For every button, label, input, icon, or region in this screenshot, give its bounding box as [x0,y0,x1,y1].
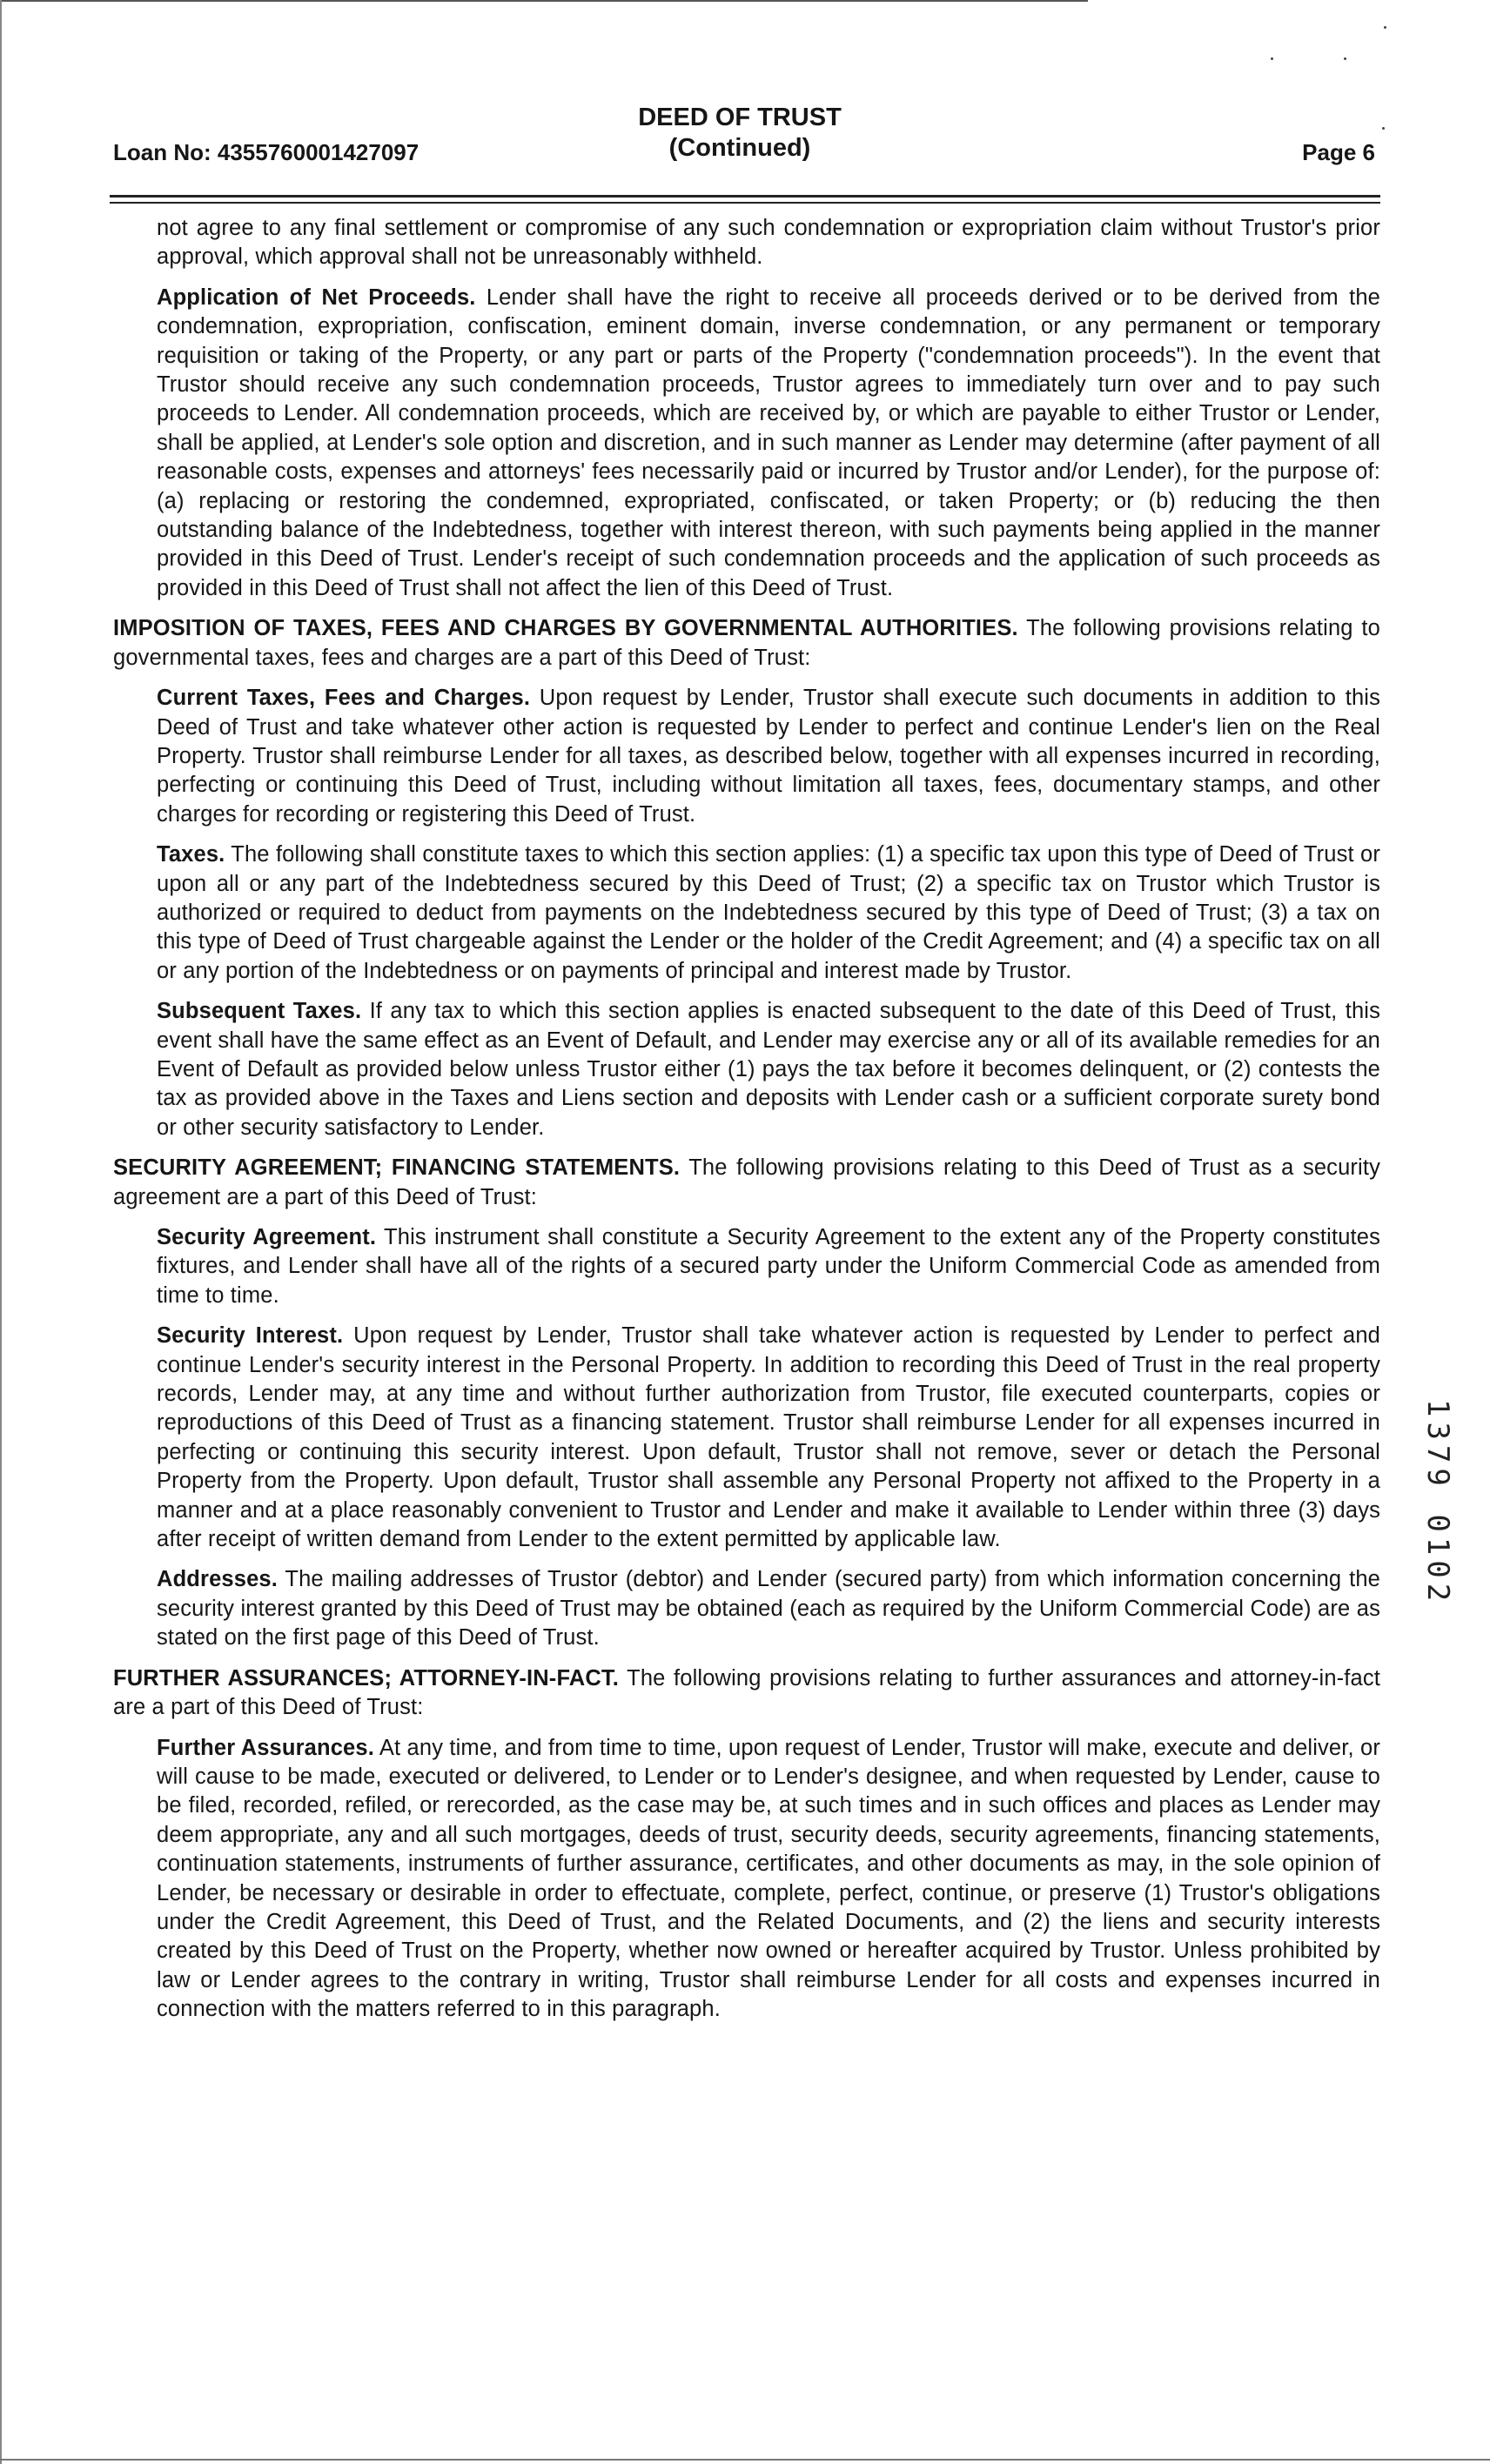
title-line-2: (Continued) [668,134,811,162]
subsection-paragraph [157,1734,1380,2025]
paragraph-text: The mailing addresses of Trustor (debtor) and Lender (secured party) from which information concerning the security interest granted by this Deed of Trust may be obtained (each as required by the Uniform Commercial Code) are as stated on the first page of this Deed of Trust. [157,1567,1380,1650]
section-paragraph [113,1664,1380,1723]
subsection-heading: Subsequent Taxes. [157,999,362,1024]
section-paragraph [113,614,1380,673]
paragraph-text: not agree to any final settlement or compromise of any such condemnation or expropriation claim without Trustor's prior approval, which approval shall not be unreasonably withheld. [157,216,1380,270]
scan-speck [1382,127,1385,130]
section-paragraph [113,1154,1380,1212]
paragraph-text: This instrument shall constitute a Security Agreement to the extent any of the Property constitutes fixtures, and Lender shall have all of the rights of a secured party under the Uniform Commercial Code as amended from time to time. [157,1225,1381,1308]
subsection-paragraph [157,997,1380,1142]
scan-speck [1384,26,1386,29]
paragraph-text: The following provisions relating to further assurances and attorney-in-fact are a part of this Deed of Trust: [113,1665,1380,1720]
section-heading: FURTHER ASSURANCES; ATTORNEY-IN-FACT. [113,1665,620,1691]
subsection-heading: Taxes. [157,842,225,867]
margin-record-number: 1379 0102 [1420,1399,1455,1607]
subsection-heading: Addresses. [157,1567,278,1592]
section-heading: IMPOSITION OF TAXES, FEES AND CHARGES BY GOVERNMENTAL AUTHORITIES. [113,616,1018,641]
paragraph-text: Lender shall have the right to receive all proceeds derived or to be derived from the condemnation, expropriation, confiscation, eminent domain, inverse condemnation, or any permanent or temporary requisition or taking of the Property, or any part or parts of the Property ("condemnation proceeds"). In the event that Trustor should receive any such condemnation proceeds, Trustor agrees to immediately turn over and to pay such proceeds to Lender. All condemnation proceeds, which are received by, or which are payable to either Trustor or Lender, shall be applied, at Lender's sole option and discretion, and in such manner as Lender may determine (after payment of all reasonable costs, expenses and attorneys' fees necessarily paid or incurred by Trustor and/or Lender), for the purpose of: (a) replacing or restoring the condemned, expropriated, confiscated, or taken Property; or (b) reducing the then outstanding balance of the Indebtedness, together with interest thereon, with such payments being applied in the manner provided in this Deed of Trust. Lender's receipt of such condemnation proceeds and the application of such proceeds as provided in this Deed of Trust shall not affect the lien of this Deed of Trust. [157,285,1380,600]
subsection-paragraph [157,840,1380,986]
paragraph-text: If any tax to which this section applies is enacted subsequent to the date of this Deed of Trust, this event shall have the same effect as an Event of Default, and Lender may exercise any or all of its available remedies for an Event of Default as provided below unless Trustor either (1) pays the tax before it becomes delinquent, or (2) contests the tax as provided above in the Taxes and Liens section and deposits with Lender cash or a sufficient corporate surety bond or other security satisfactory to Lender. [157,999,1380,1140]
loan-number: Loan No: 4355760001427097 [113,139,419,165]
paragraph-text: Upon request by Lender, Trustor shall take whatever action is requested by Lender to perfect and continue Lender's security interest in the Personal Property. In addition to recording this Deed of Trust in the real property records, Lender may, at any time and without further authorization from Trustor, file executed counterparts, copies or reproductions of this Deed of Trust as a financing statement. Trustor shall reimburse Lender for all expenses incurred in perfecting or continuing this security interest. Upon default, Trustor shall not remove, sever or detach the Personal Property from the Property. Upon default, Trustor shall assemble any Personal Property not affixed to the Property in a manner and at a place reasonably convenient to Trustor and Lender and make it available to Lender within three (3) days after receipt of written demand from Lender to the extent permitted by applicable law. [157,1323,1380,1552]
subsection-paragraph [157,214,1380,272]
subsection-paragraph [157,1322,1380,1554]
scan-edge-bottom [0,2459,1490,2461]
paragraph-text: The following provisions relating to this Deed of Trust as a security agreement are a part of this Deed of Trust: [113,1155,1380,1209]
scan-edge-left [0,0,2,2464]
paragraph-text: The following shall constitute taxes to which this section applies: (1) a specific tax upon this type of Deed of Trust or upon all or any part of the Indebtedness secured by this Deed of Trust; (2) a specific tax on Trustor which Trustor is authorized or required to deduct from payments on the Indebtedness secured by this type of Deed of Trust; (3) a tax on this type of Deed of Trust chargeable against the Lender or the holder of the Credit Agreement; and (4) a specific tax on all or any portion of the Indebtedness or on payments of principal and interest made by Trustor. [157,842,1380,983]
subsection-heading: Current Taxes, Fees and Charges. [157,686,531,711]
scan-speck [1344,57,1346,60]
subsection-heading: Security Interest. [157,1323,344,1349]
header-rule [110,202,1380,204]
subsection-paragraph [157,684,1380,829]
subsection-paragraph [157,1565,1380,1652]
header-rule [110,195,1380,198]
scan-speck [1271,57,1273,60]
document-title [522,103,957,164]
section-heading: SECURITY AGREEMENT; FINANCING STATEMENTS. [113,1155,681,1181]
subsection-heading: Security Agreement. [157,1225,377,1249]
subsection-heading: Application of Net Proceeds. [157,285,476,310]
paragraph-text: At any time, and from time to time, upon request of Lender, Trustor will make, execute and deliver, or will cause to be made, executed or delivered, to Lender or to Lender's designee, and when requested by Lender, cause to be filed, recorded, refiled, or rerecorded, as the case may be, at such times and in such offices and places as Lender may deem appropriate, any and all such mortgages, deeds of trust, security deeds, security agreements, financing statements, continuation statements, instruments of further assurance, certificates, and other documents as may, in the sole opinion of Lender, be necessary or desirable in order to effectuate, complete, perfect, continue, or preserve (1) Trustor's obligations under the Credit Agreement, this Deed of Trust, and the Related Documents, and (2) the liens and security interests created by this Deed of Trust on the Property, whether now owned or hereafter acquired by Trustor. Unless prohibited by law or Lender agrees to the contrary in writing, Trustor shall reimburse Lender for all costs and expenses incurred in connection with the matters referred to in this paragraph. [157,1735,1380,2022]
subsection-paragraph [157,1223,1380,1310]
subsection-heading: Further Assurances. [157,1735,374,1760]
scan-edge-top [0,0,1088,2]
subsection-paragraph [157,284,1380,603]
document-body [113,214,1380,2036]
title-line-1: DEED OF TRUST [638,104,842,131]
page-number: Page 6 [1302,139,1375,165]
paragraph-text: Upon request by Lender, Trustor shall execute such documents in addition to this Deed of Trust and take whatever other action is requested by Lender to perfect and continue Lender's lien on the Real Property. Trustor shall reimburse Lender for all taxes, as described below, together with all expenses incurred in recording, perfecting or continuing this Deed of Trust, including without limitation all taxes, fees, documentary stamps, and other charges for recording or registering this Deed of Trust. [157,686,1380,827]
paragraph-text: The following provisions relating to governmental taxes, fees and charges are a part of this Deed of Trust: [113,616,1380,670]
